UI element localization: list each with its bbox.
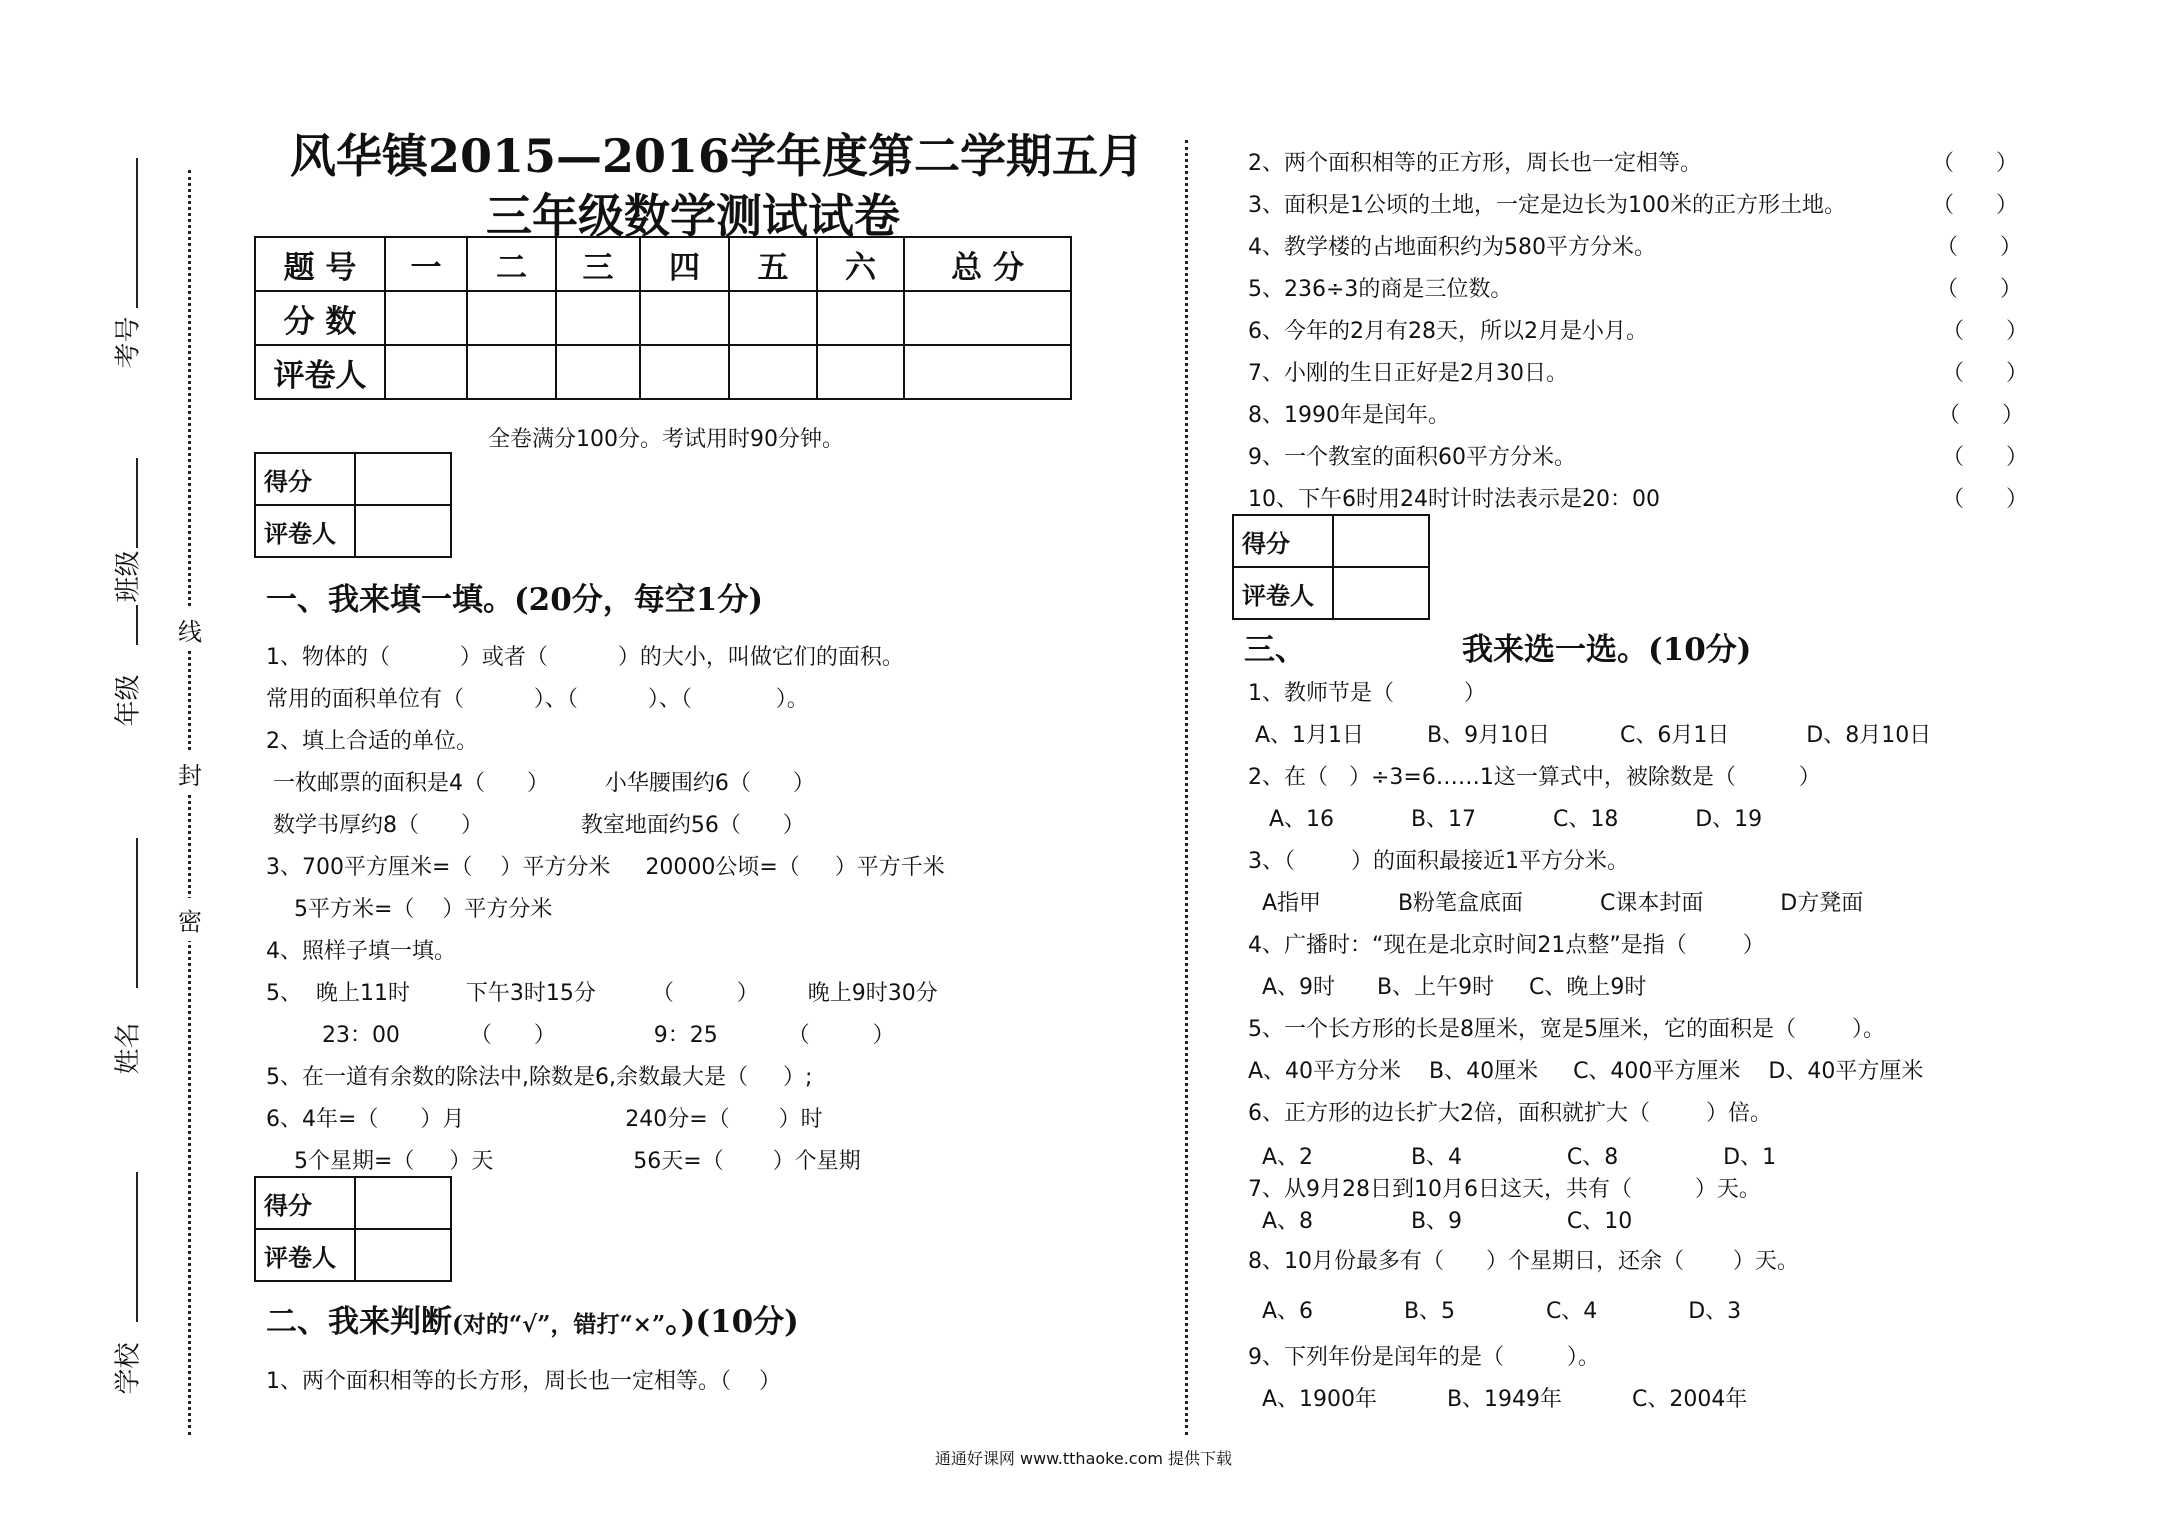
score-header-cell: 二: [467, 237, 556, 291]
section1-line: 5、 晚上11时 下午3时15分 （ ） 晚上9时30分: [266, 981, 938, 1006]
xingming-label: 姓名: [113, 1022, 144, 1075]
grader-cell[interactable]: [467, 345, 556, 399]
answer-paren: （ ）: [1936, 277, 2022, 302]
answer-paren: （ ）: [1936, 235, 2022, 260]
section1-line: 1、物体的（ ）或者（ ）的大小，叫做它们的面积。: [266, 645, 904, 670]
section3-line: 8、10月份最多有（ ）个星期日，还余（ ）天。: [1248, 1249, 1799, 1274]
section2-item: 2、两个面积相等的正方形，周长也一定相等。: [1248, 151, 1702, 176]
section3-line: A、1月1日 B、9月10日 C、6月1日 D、8月10日: [1248, 723, 1932, 748]
section1-line: 6、4年=（ ）月 240分=（ ）时: [266, 1107, 823, 1132]
score-header-cell: 总 分: [904, 237, 1071, 291]
answer-paren: （ ）: [1932, 193, 2018, 218]
exam-note: 全卷满分100分。考试用时90分钟。: [488, 427, 844, 452]
section2-title: [266, 1296, 799, 1341]
section2-title-end: 。)(10分): [665, 1304, 799, 1340]
grader-row-label: 评卷人: [255, 345, 385, 399]
section1-line: 常用的面积单位有（ ）、（ ）、（ ）。: [266, 687, 809, 712]
section3-title-prefix: 三、: [1244, 632, 1306, 668]
section2-item: 6、今年的2月有28天，所以2月是小月。: [1248, 319, 1648, 344]
section3-line: 2、在（ ）÷3=6……1这一算式中，被除数是（ ）: [1248, 765, 1821, 790]
answer-paren: （ ）: [1942, 445, 2028, 470]
kaohao-underline: [136, 158, 138, 308]
section2-item: 7、小刚的生日正好是2月30日。: [1248, 361, 1568, 386]
score-cell[interactable]: [817, 291, 904, 345]
section2-title-note: (对的“√”，错打“×”: [452, 1311, 666, 1338]
score-cell[interactable]: [556, 291, 640, 345]
mini-score-cell[interactable]: [355, 1177, 451, 1229]
score-table-score-row: [255, 291, 1071, 345]
page-title-line1: 风华镇2015—2016学年度第二学期五月: [290, 129, 1145, 183]
section3-score-box: [1232, 514, 1430, 620]
mini-grader-label: 评卷人: [1233, 567, 1333, 619]
grader-cell[interactable]: [640, 345, 729, 399]
mini-score-cell[interactable]: [355, 453, 451, 505]
section1-line: 数学书厚约8（ ） 教室地面约56（ ）: [266, 813, 805, 838]
section2-item: 1、两个面积相等的长方形，周长也一定相等。（ ）: [266, 1369, 781, 1394]
score-header-cell: 六: [817, 237, 904, 291]
mini-grader-cell[interactable]: [355, 1229, 451, 1281]
footer-credit: 通通好课网 www.tthaoke.com 提供下载: [934, 1449, 1233, 1468]
page-title-line2: 三年级数学测试试卷: [486, 189, 900, 243]
grader-cell[interactable]: [385, 345, 467, 399]
section3-line: 3、（ ）的面积最接近1平方分米。: [1248, 849, 1629, 874]
grader-cell[interactable]: [729, 345, 817, 399]
banji-underline: [136, 458, 138, 548]
section3-line: A、1900年 B、1949年 C、2004年: [1248, 1387, 1748, 1412]
section3-line: 5、一个长方形的长是8厘米，宽是5厘米，它的面积是（ ）。: [1248, 1017, 1885, 1042]
section2-item: 10、下午6时用24时计时法表示是20：00: [1248, 487, 1660, 512]
section2-item: 8、1990年是闰年。: [1248, 403, 1450, 428]
section1-line: 5、在一道有余数的除法中,除数是6,余数最大是（ ）;: [266, 1065, 813, 1090]
xingming-underline: [136, 838, 138, 988]
score-cell[interactable]: [467, 291, 556, 345]
section2-title-main: 二、我来判断: [266, 1304, 452, 1340]
section3-line: A、8 B、9 C、10: [1248, 1209, 1633, 1234]
mini-score-label: 得分: [255, 1177, 355, 1229]
answer-paren: （ ）: [1942, 487, 2028, 512]
section1-line: 4、照样子填一填。: [266, 939, 456, 964]
score-header-cell: 三: [556, 237, 640, 291]
middle-dotted-divider: [1185, 140, 1188, 1435]
section1-line: 5平方米=（ ）平方分米: [266, 897, 553, 922]
grader-cell[interactable]: [556, 345, 640, 399]
section3-line: 6、正方形的边长扩大2倍，面积就扩大（ ）倍。: [1248, 1101, 1772, 1126]
answer-paren: （ ）: [1938, 403, 2024, 428]
score-header-cell: 题 号: [255, 237, 385, 291]
section2-item: 3、面积是1公顷的土地，一定是边长为100米的正方形土地。: [1248, 193, 1846, 218]
section2-score-box: [254, 1176, 452, 1282]
mini-score-label: 得分: [255, 453, 355, 505]
seal-xian: 线: [178, 608, 202, 651]
section2-item: 5、236÷3的商是三位数。: [1248, 277, 1513, 302]
section3-line: A、9时 B、上午9时 C、晚上9时: [1248, 975, 1647, 1000]
mini-grader-label: 评卷人: [255, 505, 355, 557]
section3-line: A指甲 B粉笔盒底面 C课本封面 D方凳面: [1248, 891, 1864, 916]
answer-paren: （ ）: [1942, 319, 2028, 344]
mini-grader-cell[interactable]: [355, 505, 451, 557]
score-table-header-row: [255, 237, 1071, 291]
seal-feng: 封: [178, 752, 202, 795]
section1-line: 一枚邮票的面积是4（ ） 小华腰围约6（ ）: [266, 771, 815, 796]
xuexiao-underline: [136, 1172, 138, 1322]
grader-cell[interactable]: [904, 345, 1071, 399]
section1-line: 3、700平方厘米=（ ）平方分米 20000公顷=（ ）平方千米: [266, 855, 945, 880]
section2-item: 4、教学楼的占地面积约为580平方分米。: [1248, 235, 1656, 260]
kaohao-label: 考号: [113, 316, 144, 369]
score-table-grader-row: [255, 345, 1071, 399]
nianji-underline: [136, 605, 138, 645]
score-cell[interactable]: [904, 291, 1071, 345]
section3-line: 1、教师节是（ ）: [1248, 681, 1486, 706]
mini-score-label: 得分: [1233, 515, 1333, 567]
section2-item: 9、一个教室的面积60平方分米。: [1248, 445, 1576, 470]
score-cell[interactable]: [640, 291, 729, 345]
score-row-label: 分 数: [255, 291, 385, 345]
section1-line: 5个星期=（ ）天 56天=（ ）个星期: [266, 1149, 861, 1174]
score-cell[interactable]: [385, 291, 467, 345]
banji-label: 班级: [113, 550, 144, 603]
grader-cell[interactable]: [817, 345, 904, 399]
mini-grader-cell[interactable]: [1333, 567, 1429, 619]
answer-paren: （ ）: [1932, 151, 2018, 176]
score-header-cell: 一: [385, 237, 467, 291]
xuexiao-label: 学校: [113, 1342, 144, 1395]
section3-line: A、16 B、17 C、18 D、19: [1248, 807, 1763, 832]
section3-line: 7、从9月28日到10月6日这天，共有（ ）天。: [1248, 1177, 1761, 1202]
section3-line: A、40平方分米 B、40厘米 C、400平方厘米 D、40平方厘米: [1248, 1059, 1924, 1084]
section3-line: 4、广播时：“现在是北京时间21点整”是指（ ）: [1248, 933, 1765, 958]
score-cell[interactable]: [729, 291, 817, 345]
section1-line: 2、填上合适的单位。: [266, 729, 478, 754]
section1-title: 一、我来填一填。(20分，每空1分): [266, 582, 764, 618]
score-header-cell: 五: [729, 237, 817, 291]
score-table: [254, 236, 1072, 400]
section1-score-box: [254, 452, 452, 558]
mini-grader-label: 评卷人: [255, 1229, 355, 1281]
section1-line: 23：00 （ ） 9：25 （ ）: [266, 1023, 895, 1048]
section3-title: 我来选一选。(10分): [1462, 632, 1752, 668]
seal-mi: 密: [178, 898, 202, 941]
score-header-cell: 四: [640, 237, 729, 291]
binding-dotted-line: [188, 170, 191, 1435]
section3-line: A、2 B、4 C、8 D、1: [1248, 1145, 1777, 1170]
section3-line: A、6 B、5 C、4 D、3: [1248, 1299, 1742, 1324]
answer-paren: （ ）: [1942, 361, 2028, 386]
mini-score-cell[interactable]: [1333, 515, 1429, 567]
section3-line: 9、下列年份是闰年的是（ ）。: [1248, 1345, 1600, 1370]
nianji-label: 年级: [113, 674, 144, 727]
